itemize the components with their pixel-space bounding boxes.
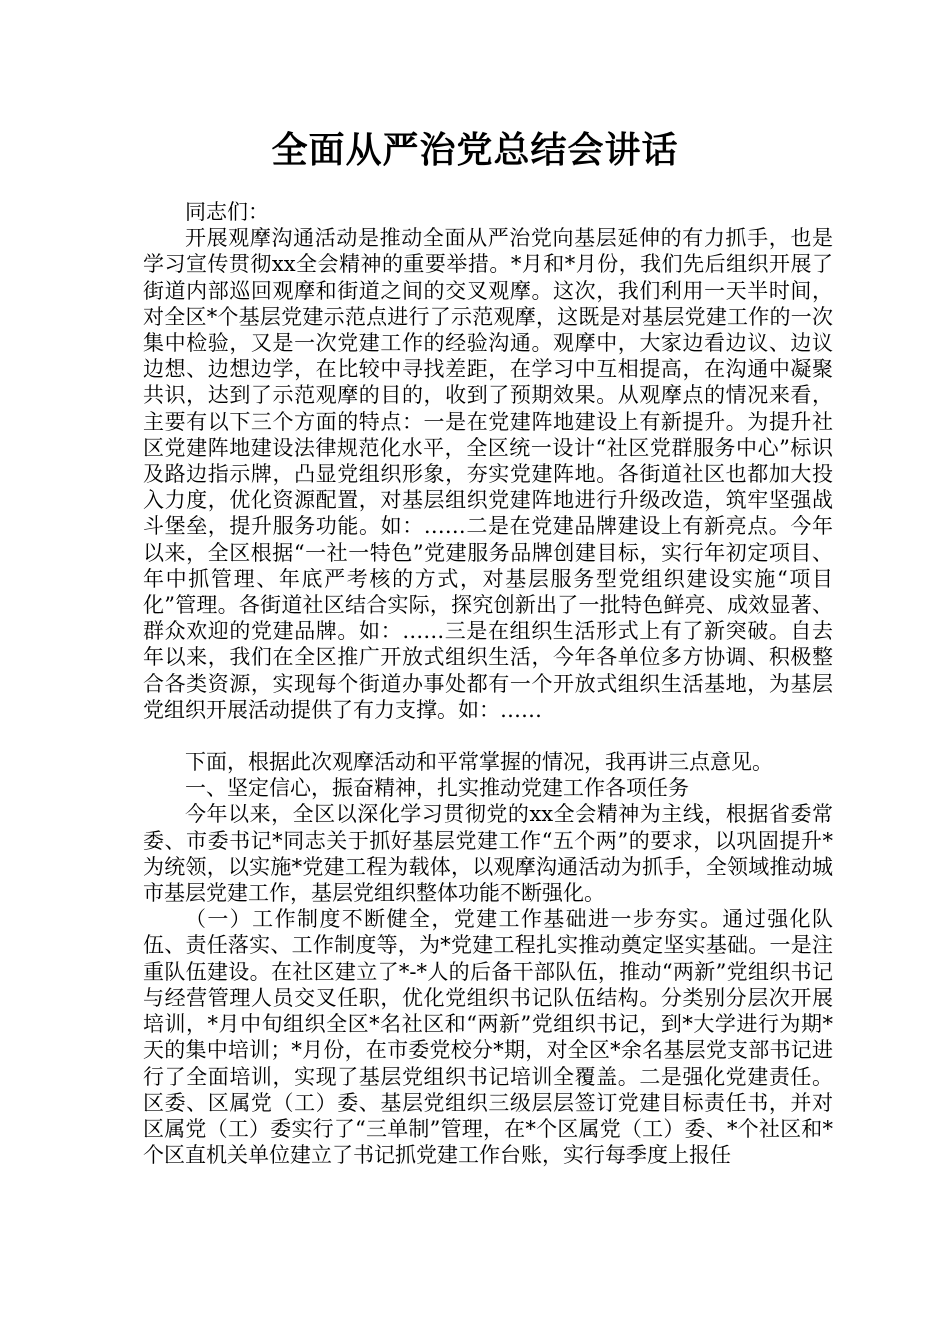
section-heading-1: 一、坚定信心，振奋精神，扎实推动党建工作各项任务 — [185, 776, 689, 801]
paragraph-transition: 下面，根据此次观摩活动和平常掌握的情况，我再讲三点意见。 — [185, 750, 773, 775]
document-body — [143, 199, 833, 1168]
paragraph-intro: 开展观摩沟通活动是推动全面从严治党向基层延伸的有力抓手，也是学习宣传贯彻xx全会精神的重要举措。*月和*月份，我们先后组织开展了街道内部巡回观摩和街道之间的交叉观摩。这次，我们利用一天半时间，对全区*个基层党建示范点进行了示范观摩，这既是对基层党建工作的一次集中检验，又是一次党建工作的经验沟通。观摩中，大家边看边议、边议边想、边想边学，在比较中寻找差距，在学习中互相提高，在沟通中凝聚共识，达到了示范观摩的目的，收到了预期效果。从观摩点的情况来看，主要有以下三个方面的特点：一是在党建阵地建设上有新提升。为提升社区党建阵地建设法律规范化水平，全区统一设计“社区党群服务中心”标识及路边指示牌，凸显党组织形象，夯实党建阵地。各街道社区也都加大投入力度，优化资源配置，对基层组织党建阵地进行升级改造，筑牢坚强战斗堡垒，提升服务功能。如：……二是在党建品牌建设上有新亮点。今年以来，全区根据“一社一特色”党建服务品牌创建目标，实行年初定项目、年中抓管理、年底严考核的方式，对基层服务型党组织建设实施“项目化”管理。各街道社区结合实际，探究创新出了一批特色鲜亮、成效显著、群众欢迎的党建品牌。如：……三是在组织生活形式上有了新突破。自去年以来，我们在全区推广开放式组织生活，今年各单位多方协调、积极整合各类资源，实现每个街道办事处都有一个开放式组织生活基地，为基层党组织开展活动提供了有力支撑。如：…… — [143, 226, 833, 722]
paragraph-section-1: 今年以来，全区以深化学习贯彻党的xx全会精神为主线，根据省委常委、市委书记*同志关于抓好基层党建工作“五个两”的要求，以巩固提升*为统领，以实施*党建工程为载体，以观摩沟通活动为抓手，全领域推动城市基层党建工作，基层党组织整体功能不断强化。 — [143, 802, 833, 906]
paragraph-subsection-1: （一）工作制度不断健全，党建工作基础进一步夯实。通过强化队伍、责任落实、工作制度等，为*党建工程扎实推动奠定坚实基础。一是注重队伍建设。在社区建立了*-*人的后备干部队伍，推动“两新”党组织书记与经营管理人员交叉任职，优化党组织书记队伍结构。分类别分层次开展培训，*月中旬组织全区*名社区和“两新”党组织书记，到*大学进行为期*天的集中培训；*月份，在市委党校分*期，对全区*余名基层党支部书记进行了全面培训，实现了基层党组织书记培训全覆盖。二是强化党建责任。区委、区属党（工）委、基层党组织三级层层签订党建目标责任书，并对区属党（工）委实行了“三单制”管理，在*个区属党（工）委、*个社区和*个区直机关单位建立了书记抓党建工作台账，实行每季度上报任 — [143, 907, 833, 1168]
salutation: 同志们： — [185, 200, 269, 224]
document-title: 全面从严治党总结会讲话 — [271, 130, 679, 171]
